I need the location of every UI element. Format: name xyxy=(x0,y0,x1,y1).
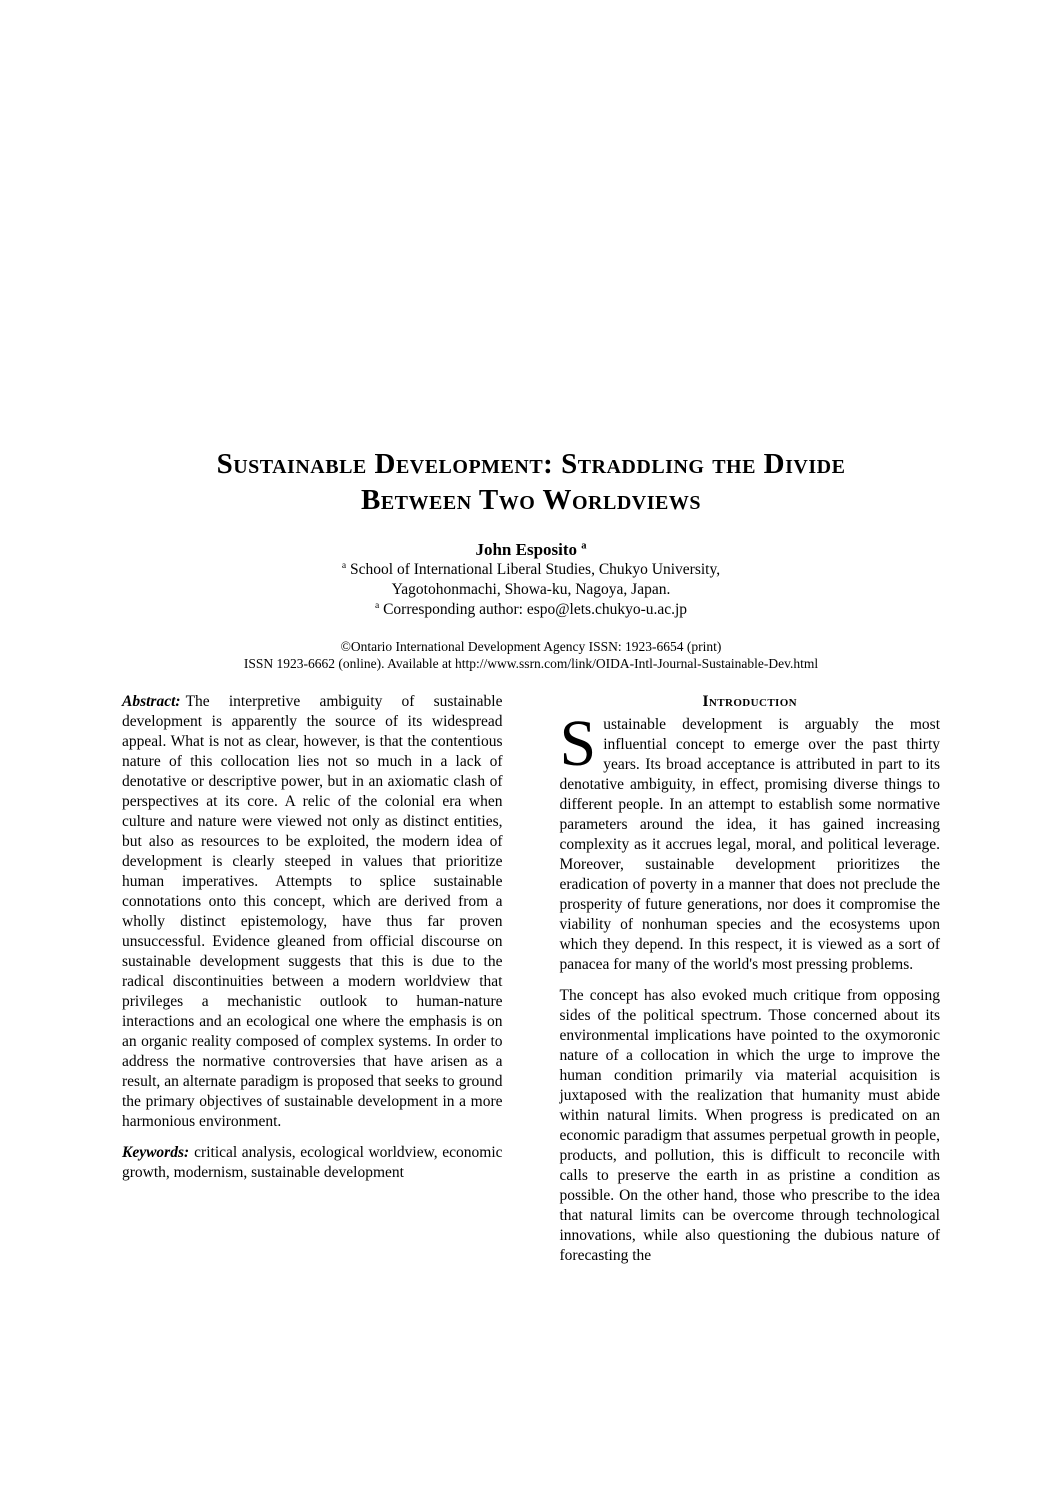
corresponding-author-line xyxy=(122,600,940,620)
introduction-paragraph-1-text: ustainable development is arguably the most influential concept to emerge over the past thirty years. Its broad acceptance is attributed in part to its denotative ambiguity, in effect, promising diverse things to different people. In an attempt to establish some normative parameters around the idea, it has gained increasing complexity as it accrues legal, moral, and political leverage. Moreover, sustainable development prioritizes the eradication of poverty in a manner that does not preclude the prosperity of future generations, nor does it compromise the viability of nonhuman species and the ecosystems upon which they depend. In this respect, it is viewed as a sort of panacea for many of the world's most pressing problems. xyxy=(559,716,940,973)
copyright-line: ©Ontario International Development Agency ISSN: 1923-6654 (print) xyxy=(340,639,722,654)
author-affiliation-marker: a xyxy=(581,540,587,552)
abstract-paragraph xyxy=(122,692,503,1132)
introduction-heading: Introduction xyxy=(702,693,798,710)
paper-title-line-2: Between Two Worldviews xyxy=(361,484,701,516)
corresponding-author-text: Corresponding author: espo@lets.chukyo-u.ac.jp xyxy=(383,601,688,618)
drop-cap: S xyxy=(559,707,597,780)
affiliation-line-1 xyxy=(122,560,940,580)
author-name xyxy=(122,540,940,560)
issn-availability-line: ISSN 1923-6662 (online). Available at http://www.ssrn.com/link/OIDA-Intl-Journal-Sustainable-Dev.html xyxy=(243,656,819,671)
left-column xyxy=(122,692,503,1277)
introduction-paragraph-1 xyxy=(559,707,941,975)
affiliation-block xyxy=(122,560,940,620)
paper-title-line-1: Sustainable Development: Straddling the Divide xyxy=(216,448,846,480)
abstract-text: The interpretive ambiguity of sustainable development is apparently the source of its widespread appeal. What is not as clear, however, is that the contentious nature of this collocation lies not so much in a lack of denotative or descriptive power, but in an axiomatic clash of perspectives at its core. A relic of the colonial era when culture and nature were viewed not only as distinct entities, but also as resources to be exploited, the modern idea of development is clearly steeped in values that prioritize human imperatives. Attempts to splice sustainable connotations onto this concept, which are derived from a wholly distinct epistemology, have thus far proven unsuccessful. Evidence gleaned from official discourse on sustainable development suggests that this is due to the radical discontinuities between a modern worldview that privileges a mechanistic outlook to human-nature interactions and an ecological one where the emphasis is on an organic reality composed of complex systems. In order to address the normative controversies that have arisen as a result, an alternate paradigm is proposed that seeks to ground the primary objectives of sustainable development in a more harmonious environment. xyxy=(122,693,503,1130)
keywords-text: critical analysis, ecological worldview, economic growth, modernism, sustainable development xyxy=(122,1144,503,1181)
author-name-text: John Esposito xyxy=(475,540,578,559)
affiliation-line-2: Yagotohonmachi, Showa-ku, Nagoya, Japan. xyxy=(391,581,671,598)
keywords-label: Keywords: xyxy=(122,1144,190,1161)
two-column-body xyxy=(122,692,940,1277)
abstract-label: Abstract: xyxy=(122,693,181,710)
affiliation-text: School of International Liberal Studies, Chukyo University, xyxy=(350,561,721,578)
right-column xyxy=(560,692,941,1277)
keywords-paragraph xyxy=(122,1143,503,1183)
introduction-paragraph-2: The concept has also evoked much critique from opposing sides of the political spectrum. Those concerned about its environmental implications have pointed to the oxymoronic nature of a collocation in which the urge to improve the human condition primarily via material acquisition is juxtaposed with the realization that humanity must abide within natural limits. When progress is predicated on an economic paradigm that assumes perpetual growth in people, products, and pollution, this is difficult to reconcile with calls to preserve the earth in as pristine a condition as possible. On the other hand, those who prescribe to the idea that natural limits can be overcome through technological innovations, while also questioning the dubious nature of forecasting the xyxy=(559,987,940,1264)
corresponding-marker: a xyxy=(374,599,380,611)
paper-title xyxy=(122,446,940,518)
title-block xyxy=(122,446,940,672)
affiliation-marker: a xyxy=(341,559,347,571)
publisher-block xyxy=(122,638,940,672)
